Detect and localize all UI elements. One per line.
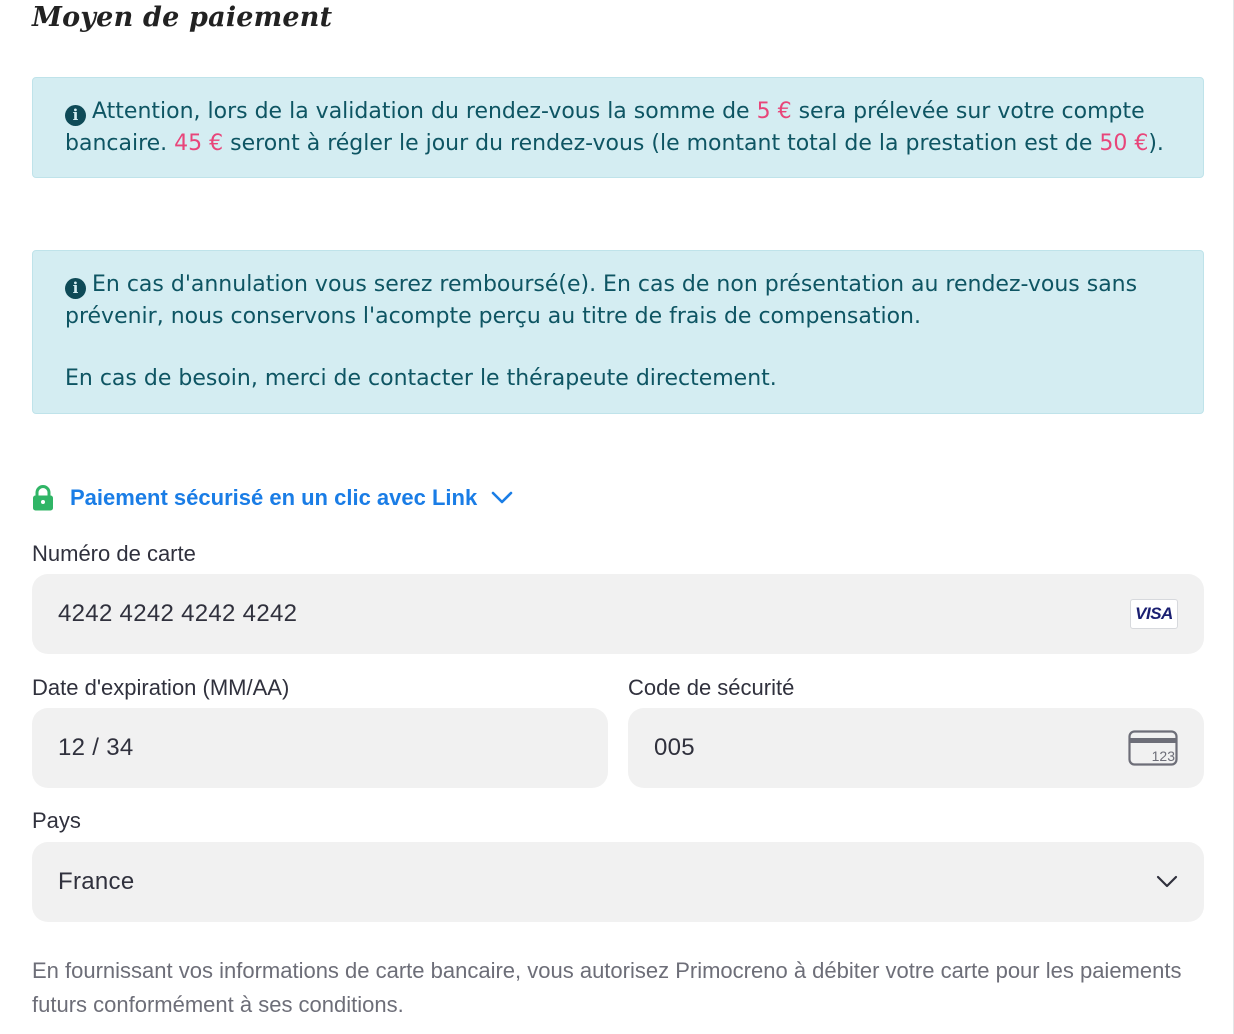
card-number-label: Numéro de carte [32,541,196,566]
cancellation-alert-text: i En cas d'annulation vous serez remboursé(e). En cas de non présentation au rendez-vous sans prévenir, nous conservons l'acompte perçu au titre de frais de compensation. [65,272,1138,329]
info-circle-icon: i [65,278,86,299]
deposit-amount: 5 € [756,99,792,124]
expiry-input[interactable] [32,708,608,788]
authorization-notice: En fournissant vos informations de carte bancaire, vous autorisez Primocreno à débiter votre carte pour les paiements futurs conformément à ses conditions. [32,958,1182,1017]
cvc-label: Code de sécurité [628,675,795,700]
section-title: Moyen de paiement [32,2,333,33]
country-select[interactable] [32,842,1204,922]
cancellation-alert [32,250,1204,414]
cancellation-alert-contact: En cas de besoin, merci de contacter le thérapeute directement. [65,366,777,391]
deposit-alert-text: i Attention, lors de la validation du rendez-vous la somme de 5 € sera prélevée sur votre compte bancaire. 45 € seront à régler le jour du rendez-vous (le montant total de la prestation est de 50 €). [65,99,1164,156]
total-amount: 50 € [1099,130,1149,156]
cvc-value: 005 [654,734,695,761]
info-circle-icon: i [65,105,86,126]
expiry-label: Date d'expiration (MM/AA) [32,675,290,700]
card-cvc-icon [1128,730,1178,766]
chevron-down-icon [491,491,513,505]
cvc-input[interactable] [628,708,1204,788]
link-payment-label: Paiement sécurisé en un clic avec Link [70,485,478,510]
link-payment-toggle[interactable] [32,482,513,514]
chevron-down-icon [1156,875,1178,889]
country-value: France [58,868,135,895]
expiry-value: 12 / 34 [58,734,134,761]
cvc-icon-text: 123 [1151,748,1175,764]
visa-icon: VISA [1130,599,1178,629]
card-number-value: 4242 4242 4242 4242 [58,600,298,627]
remaining-amount: 45 € [174,130,224,156]
card-number-input[interactable] [32,574,1204,654]
lock-icon [32,485,54,511]
deposit-alert [32,77,1204,178]
country-label: Pays [32,808,81,833]
